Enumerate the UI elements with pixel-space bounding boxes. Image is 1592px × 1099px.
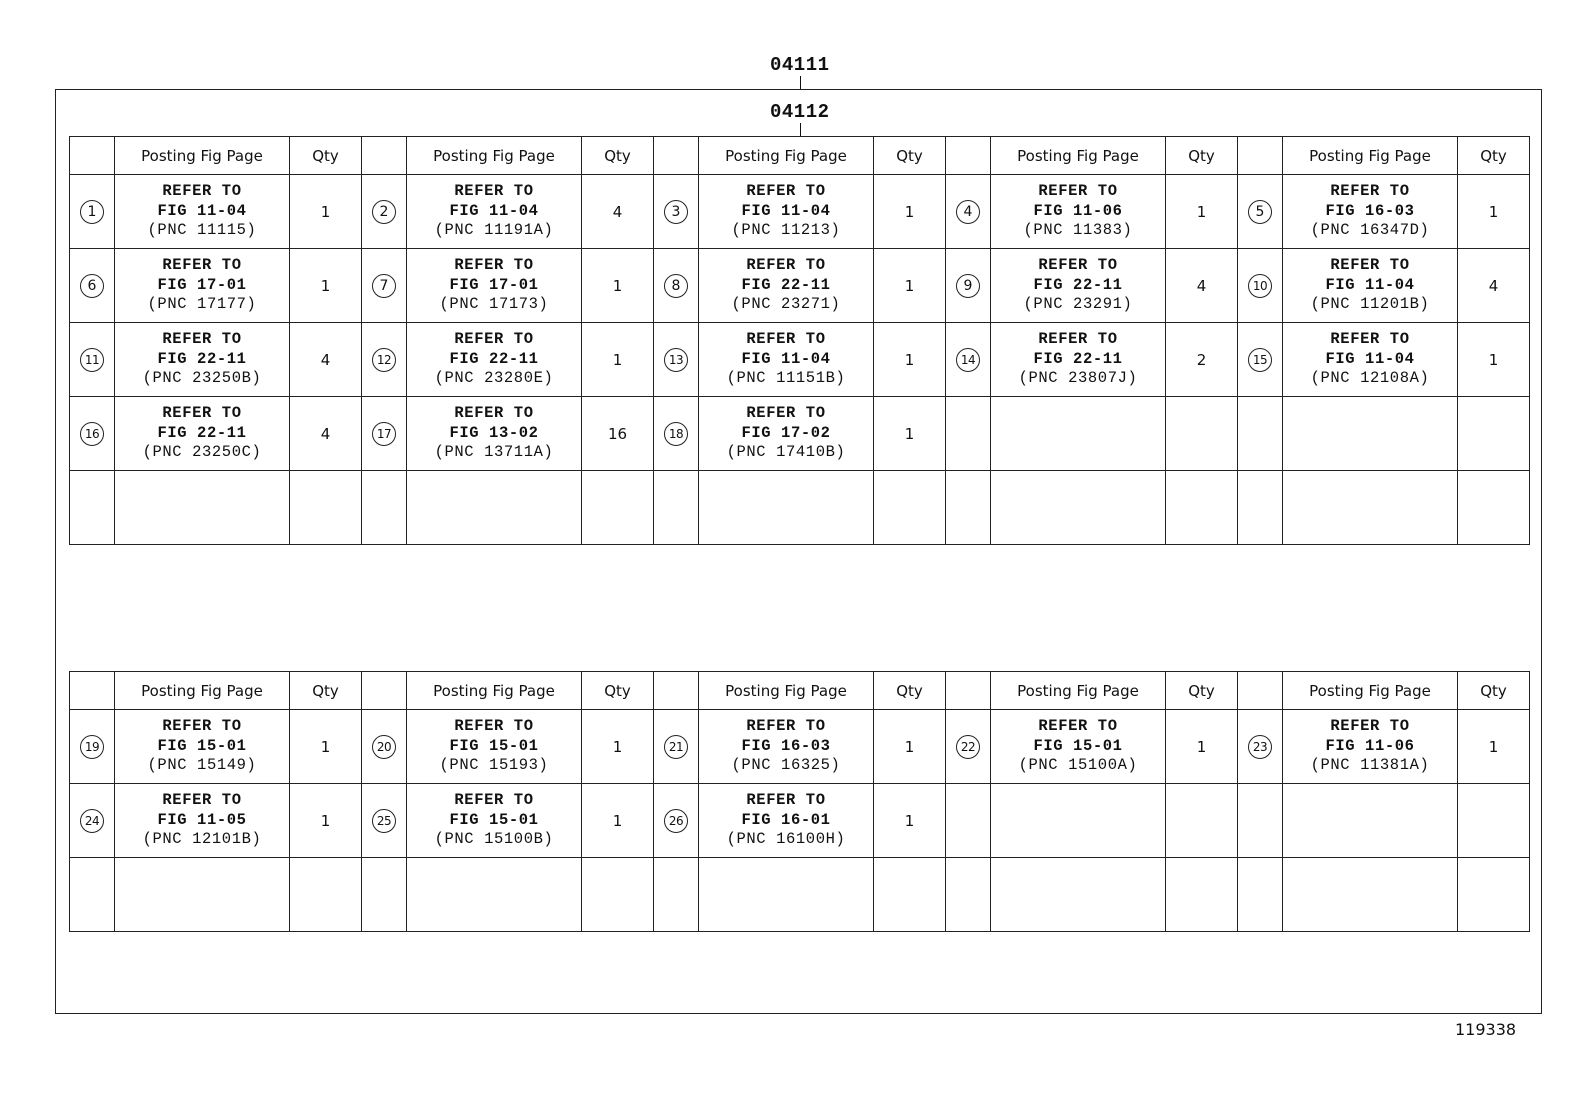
pnc-reference: (PNC 11383) xyxy=(1023,221,1133,240)
header-qty: Qty xyxy=(1166,672,1238,710)
quantity-cell xyxy=(1458,858,1530,932)
figure-reference: FIG 22-11 xyxy=(1033,349,1123,368)
quantity-cell: 4 xyxy=(290,397,362,471)
figure-reference: FIG 22-11 xyxy=(449,349,539,368)
item-number-badge: 19 xyxy=(80,735,104,759)
reference-cell xyxy=(1283,710,1458,784)
reference-cell xyxy=(115,858,290,932)
refer-to-label: REFER TO xyxy=(162,256,242,275)
pnc-reference: (PNC 23250B) xyxy=(142,369,262,388)
figure-reference: FIG 16-03 xyxy=(1325,201,1415,220)
item-number-cell xyxy=(1238,858,1283,932)
refer-to-label: REFER TO xyxy=(746,182,826,201)
pnc-reference: (PNC 16100H) xyxy=(726,830,846,849)
item-number-cell xyxy=(362,175,407,249)
quantity-cell: 1 xyxy=(582,249,654,323)
item-number-badge: 4 xyxy=(956,200,980,224)
quantity-cell xyxy=(1166,858,1238,932)
refer-to-label: REFER TO xyxy=(1038,182,1118,201)
refer-to-label: REFER TO xyxy=(746,330,826,349)
refer-to-label: REFER TO xyxy=(162,404,242,423)
figure-reference: FIG 11-04 xyxy=(157,201,247,220)
item-number-badge: 21 xyxy=(664,735,688,759)
reference-cell xyxy=(407,175,582,249)
header-num-cell xyxy=(1238,672,1283,710)
refer-to-label: REFER TO xyxy=(746,256,826,275)
item-number-cell xyxy=(1238,249,1283,323)
item-number-cell xyxy=(362,249,407,323)
reference-cell xyxy=(699,784,874,858)
item-number-badge: 15 xyxy=(1248,348,1272,372)
pnc-reference: (PNC 11191A) xyxy=(434,221,554,240)
item-number-badge: 2 xyxy=(372,200,396,224)
figure-reference: FIG 11-04 xyxy=(1325,275,1415,294)
table-row xyxy=(70,710,1530,784)
pnc-reference: (PNC 17173) xyxy=(439,295,549,314)
item-number-badge: 14 xyxy=(956,348,980,372)
refer-to-label: REFER TO xyxy=(746,791,826,810)
item-number-cell xyxy=(362,323,407,397)
reference-cell xyxy=(115,397,290,471)
item-number-cell xyxy=(654,323,699,397)
item-number-badge: 16 xyxy=(80,422,104,446)
item-number-cell xyxy=(70,710,115,784)
header-num-cell xyxy=(362,137,407,175)
quantity-cell xyxy=(582,471,654,545)
header-qty: Qty xyxy=(582,137,654,175)
pnc-reference: (PNC 11151B) xyxy=(726,369,846,388)
quantity-cell xyxy=(290,858,362,932)
quantity-cell: 1 xyxy=(1166,710,1238,784)
refer-to-label: REFER TO xyxy=(1330,717,1410,736)
refer-to-label: REFER TO xyxy=(1330,182,1410,201)
refer-to-label: REFER TO xyxy=(454,182,534,201)
item-number-badge: 25 xyxy=(372,809,396,833)
reference-cell xyxy=(699,397,874,471)
pnc-reference: (PNC 16325) xyxy=(731,756,841,775)
reference-cell xyxy=(699,710,874,784)
figure-reference: FIG 15-01 xyxy=(449,810,539,829)
header-posting-fig-page: Posting Fig Page xyxy=(991,137,1166,175)
item-number-cell xyxy=(654,249,699,323)
item-number-cell xyxy=(1238,784,1283,858)
refer-to-label: REFER TO xyxy=(1330,330,1410,349)
item-number-cell xyxy=(70,397,115,471)
item-number-cell xyxy=(654,784,699,858)
quantity-cell: 1 xyxy=(290,249,362,323)
item-number-badge: 8 xyxy=(664,274,688,298)
reference-cell xyxy=(699,858,874,932)
quantity-cell xyxy=(1166,397,1238,471)
header-qty: Qty xyxy=(290,137,362,175)
header-posting-fig-page: Posting Fig Page xyxy=(407,672,582,710)
header-posting-fig-page: Posting Fig Page xyxy=(1283,137,1458,175)
assembly-code-outer: 04111 xyxy=(770,54,830,76)
item-number-badge: 1 xyxy=(80,200,104,224)
quantity-cell: 1 xyxy=(874,710,946,784)
item-number-badge: 5 xyxy=(1248,200,1272,224)
item-number-badge: 13 xyxy=(664,348,688,372)
reference-cell xyxy=(407,858,582,932)
quantity-cell: 1 xyxy=(874,175,946,249)
reference-table-top xyxy=(69,136,1530,545)
pnc-reference: (PNC 17410B) xyxy=(726,443,846,462)
pnc-reference: (PNC 11381A) xyxy=(1310,756,1430,775)
quantity-cell: 1 xyxy=(290,175,362,249)
reference-cell xyxy=(115,323,290,397)
header-posting-fig-page: Posting Fig Page xyxy=(991,672,1166,710)
header-posting-fig-page: Posting Fig Page xyxy=(407,137,582,175)
reference-cell xyxy=(407,710,582,784)
pnc-reference: (PNC 11213) xyxy=(731,221,841,240)
item-number-cell xyxy=(946,471,991,545)
pnc-reference: (PNC 15193) xyxy=(439,756,549,775)
header-posting-fig-page: Posting Fig Page xyxy=(699,137,874,175)
table-row xyxy=(70,397,1530,471)
reference-cell xyxy=(407,323,582,397)
refer-to-label: REFER TO xyxy=(162,182,242,201)
header-num-cell xyxy=(654,672,699,710)
item-number-cell xyxy=(946,397,991,471)
item-number-cell xyxy=(1238,323,1283,397)
refer-to-label: REFER TO xyxy=(1038,717,1118,736)
item-number-badge: 12 xyxy=(372,348,396,372)
header-num-cell xyxy=(946,137,991,175)
item-number-cell xyxy=(362,471,407,545)
table-row xyxy=(70,858,1530,932)
header-qty: Qty xyxy=(290,672,362,710)
refer-to-label: REFER TO xyxy=(454,330,534,349)
pnc-reference: (PNC 12108A) xyxy=(1310,369,1430,388)
refer-to-label: REFER TO xyxy=(746,404,826,423)
leader-line-inner xyxy=(800,123,801,137)
figure-reference: FIG 13-02 xyxy=(449,423,539,442)
header-row xyxy=(70,137,1530,175)
reference-cell xyxy=(991,175,1166,249)
figure-reference: FIG 17-01 xyxy=(449,275,539,294)
reference-cell xyxy=(407,471,582,545)
refer-to-label: REFER TO xyxy=(1038,256,1118,275)
item-number-badge: 20 xyxy=(372,735,396,759)
item-number-cell xyxy=(946,323,991,397)
reference-cell xyxy=(991,323,1166,397)
table-row xyxy=(70,323,1530,397)
refer-to-label: REFER TO xyxy=(1038,330,1118,349)
figure-reference: FIG 11-06 xyxy=(1033,201,1123,220)
leader-line-outer xyxy=(800,76,801,90)
item-number-cell xyxy=(654,710,699,784)
figure-reference: FIG 11-04 xyxy=(741,349,831,368)
figure-reference: FIG 22-11 xyxy=(157,349,247,368)
header-qty: Qty xyxy=(1458,137,1530,175)
quantity-cell: 1 xyxy=(290,710,362,784)
pnc-reference: (PNC 13711A) xyxy=(434,443,554,462)
item-number-cell xyxy=(1238,471,1283,545)
reference-cell xyxy=(1283,471,1458,545)
header-qty: Qty xyxy=(1458,672,1530,710)
figure-reference: FIG 17-01 xyxy=(157,275,247,294)
figure-reference: FIG 15-01 xyxy=(449,736,539,755)
item-number-cell xyxy=(946,858,991,932)
item-number-cell xyxy=(1238,175,1283,249)
header-num-cell xyxy=(654,137,699,175)
item-number-badge: 7 xyxy=(372,274,396,298)
refer-to-label: REFER TO xyxy=(162,717,242,736)
refer-to-label: REFER TO xyxy=(454,256,534,275)
header-qty: Qty xyxy=(874,672,946,710)
figure-reference: FIG 17-02 xyxy=(741,423,831,442)
item-number-cell xyxy=(70,175,115,249)
quantity-cell xyxy=(1458,784,1530,858)
figure-reference: FIG 11-05 xyxy=(157,810,247,829)
header-posting-fig-page: Posting Fig Page xyxy=(115,672,290,710)
reference-cell xyxy=(699,249,874,323)
item-number-badge: 10 xyxy=(1248,274,1272,298)
item-number-cell xyxy=(70,784,115,858)
pnc-reference: (PNC 17177) xyxy=(147,295,257,314)
reference-cell xyxy=(991,784,1166,858)
item-number-cell xyxy=(362,858,407,932)
item-number-cell xyxy=(654,858,699,932)
refer-to-label: REFER TO xyxy=(162,330,242,349)
header-num-cell xyxy=(362,672,407,710)
item-number-badge: 17 xyxy=(372,422,396,446)
reference-cell xyxy=(115,471,290,545)
reference-table-bottom xyxy=(69,671,1530,932)
item-number-badge: 3 xyxy=(664,200,688,224)
drawing-number: 119338 xyxy=(1455,1020,1517,1039)
item-number-badge: 26 xyxy=(664,809,688,833)
reference-cell xyxy=(699,471,874,545)
quantity-cell xyxy=(1166,784,1238,858)
reference-cell xyxy=(407,784,582,858)
quantity-cell: 4 xyxy=(290,323,362,397)
reference-cell xyxy=(1283,175,1458,249)
reference-cell xyxy=(1283,249,1458,323)
reference-cell xyxy=(991,397,1166,471)
reference-cell xyxy=(991,858,1166,932)
quantity-cell: 1 xyxy=(874,323,946,397)
pnc-reference: (PNC 23280E) xyxy=(434,369,554,388)
quantity-cell xyxy=(582,858,654,932)
refer-to-label: REFER TO xyxy=(454,404,534,423)
reference-cell xyxy=(115,784,290,858)
figure-reference: FIG 22-11 xyxy=(741,275,831,294)
quantity-cell: 4 xyxy=(1166,249,1238,323)
pnc-reference: (PNC 11115) xyxy=(147,221,257,240)
item-number-cell xyxy=(362,784,407,858)
table-row xyxy=(70,784,1530,858)
item-number-badge: 22 xyxy=(956,735,980,759)
item-number-cell xyxy=(946,710,991,784)
item-number-cell xyxy=(654,471,699,545)
quantity-cell: 1 xyxy=(874,784,946,858)
pnc-reference: (PNC 15100A) xyxy=(1018,756,1138,775)
item-number-cell xyxy=(654,175,699,249)
pnc-reference: (PNC 15149) xyxy=(147,756,257,775)
header-qty: Qty xyxy=(1166,137,1238,175)
quantity-cell: 1 xyxy=(1458,710,1530,784)
item-number-cell xyxy=(1238,710,1283,784)
item-number-badge: 6 xyxy=(80,274,104,298)
item-number-cell xyxy=(946,784,991,858)
figure-reference: FIG 11-04 xyxy=(741,201,831,220)
item-number-cell xyxy=(946,175,991,249)
header-num-cell xyxy=(946,672,991,710)
refer-to-label: REFER TO xyxy=(454,717,534,736)
reference-cell xyxy=(991,710,1166,784)
quantity-cell xyxy=(290,471,362,545)
reference-cell xyxy=(991,249,1166,323)
item-number-badge: 9 xyxy=(956,274,980,298)
quantity-cell: 1 xyxy=(874,397,946,471)
pnc-reference: (PNC 15100B) xyxy=(434,830,554,849)
reference-cell xyxy=(699,323,874,397)
figure-reference: FIG 11-06 xyxy=(1325,736,1415,755)
quantity-cell: 1 xyxy=(1458,175,1530,249)
item-number-cell xyxy=(362,710,407,784)
item-number-cell xyxy=(946,249,991,323)
pnc-reference: (PNC 23271) xyxy=(731,295,841,314)
assembly-code-inner: 04112 xyxy=(770,101,830,123)
quantity-cell xyxy=(874,858,946,932)
pnc-reference: (PNC 23250C) xyxy=(142,443,262,462)
figure-reference: FIG 16-03 xyxy=(741,736,831,755)
figure-reference: FIG 15-01 xyxy=(157,736,247,755)
figure-reference: FIG 22-11 xyxy=(157,423,247,442)
quantity-cell xyxy=(1458,397,1530,471)
table-row xyxy=(70,471,1530,545)
reference-cell xyxy=(407,397,582,471)
reference-cell xyxy=(1283,323,1458,397)
header-qty: Qty xyxy=(874,137,946,175)
quantity-cell: 1 xyxy=(582,323,654,397)
header-num-cell xyxy=(1238,137,1283,175)
quantity-cell: 1 xyxy=(1166,175,1238,249)
pnc-reference: (PNC 16347D) xyxy=(1310,221,1430,240)
figure-reference: FIG 15-01 xyxy=(1033,736,1123,755)
reference-cell xyxy=(1283,397,1458,471)
quantity-cell: 4 xyxy=(1458,249,1530,323)
quantity-cell: 1 xyxy=(582,710,654,784)
reference-cell xyxy=(115,710,290,784)
figure-reference: FIG 11-04 xyxy=(1325,349,1415,368)
header-posting-fig-page: Posting Fig Page xyxy=(1283,672,1458,710)
quantity-cell: 1 xyxy=(290,784,362,858)
reference-cell xyxy=(1283,784,1458,858)
table-row xyxy=(70,249,1530,323)
header-posting-fig-page: Posting Fig Page xyxy=(115,137,290,175)
figure-reference: FIG 16-01 xyxy=(741,810,831,829)
header-qty: Qty xyxy=(582,672,654,710)
item-number-cell xyxy=(70,858,115,932)
quantity-cell: 2 xyxy=(1166,323,1238,397)
figure-reference: FIG 11-04 xyxy=(449,201,539,220)
item-number-cell xyxy=(70,249,115,323)
quantity-cell xyxy=(1458,471,1530,545)
refer-to-label: REFER TO xyxy=(746,717,826,736)
quantity-cell: 1 xyxy=(1458,323,1530,397)
refer-to-label: REFER TO xyxy=(1330,256,1410,275)
pnc-reference: (PNC 23807J) xyxy=(1018,369,1138,388)
item-number-badge: 24 xyxy=(80,809,104,833)
reference-cell xyxy=(1283,858,1458,932)
header-num-cell xyxy=(70,137,115,175)
quantity-cell xyxy=(874,471,946,545)
pnc-reference: (PNC 23291) xyxy=(1023,295,1133,314)
reference-cell xyxy=(991,471,1166,545)
quantity-cell xyxy=(1166,471,1238,545)
table-row xyxy=(70,175,1530,249)
reference-cell xyxy=(407,249,582,323)
reference-cell xyxy=(699,175,874,249)
item-number-cell xyxy=(70,323,115,397)
item-number-badge: 23 xyxy=(1248,735,1272,759)
pnc-reference: (PNC 12101B) xyxy=(142,830,262,849)
item-number-cell xyxy=(362,397,407,471)
item-number-cell xyxy=(1238,397,1283,471)
header-row xyxy=(70,672,1530,710)
figure-reference: FIG 22-11 xyxy=(1033,275,1123,294)
reference-cell xyxy=(115,175,290,249)
item-number-cell xyxy=(70,471,115,545)
quantity-cell: 1 xyxy=(582,784,654,858)
refer-to-label: REFER TO xyxy=(454,791,534,810)
item-number-badge: 11 xyxy=(80,348,104,372)
item-number-badge: 18 xyxy=(664,422,688,446)
item-number-cell xyxy=(654,397,699,471)
pnc-reference: (PNC 11201B) xyxy=(1310,295,1430,314)
reference-cell xyxy=(115,249,290,323)
quantity-cell: 4 xyxy=(582,175,654,249)
quantity-cell: 1 xyxy=(874,249,946,323)
refer-to-label: REFER TO xyxy=(162,791,242,810)
header-posting-fig-page: Posting Fig Page xyxy=(699,672,874,710)
header-num-cell xyxy=(70,672,115,710)
quantity-cell: 16 xyxy=(582,397,654,471)
